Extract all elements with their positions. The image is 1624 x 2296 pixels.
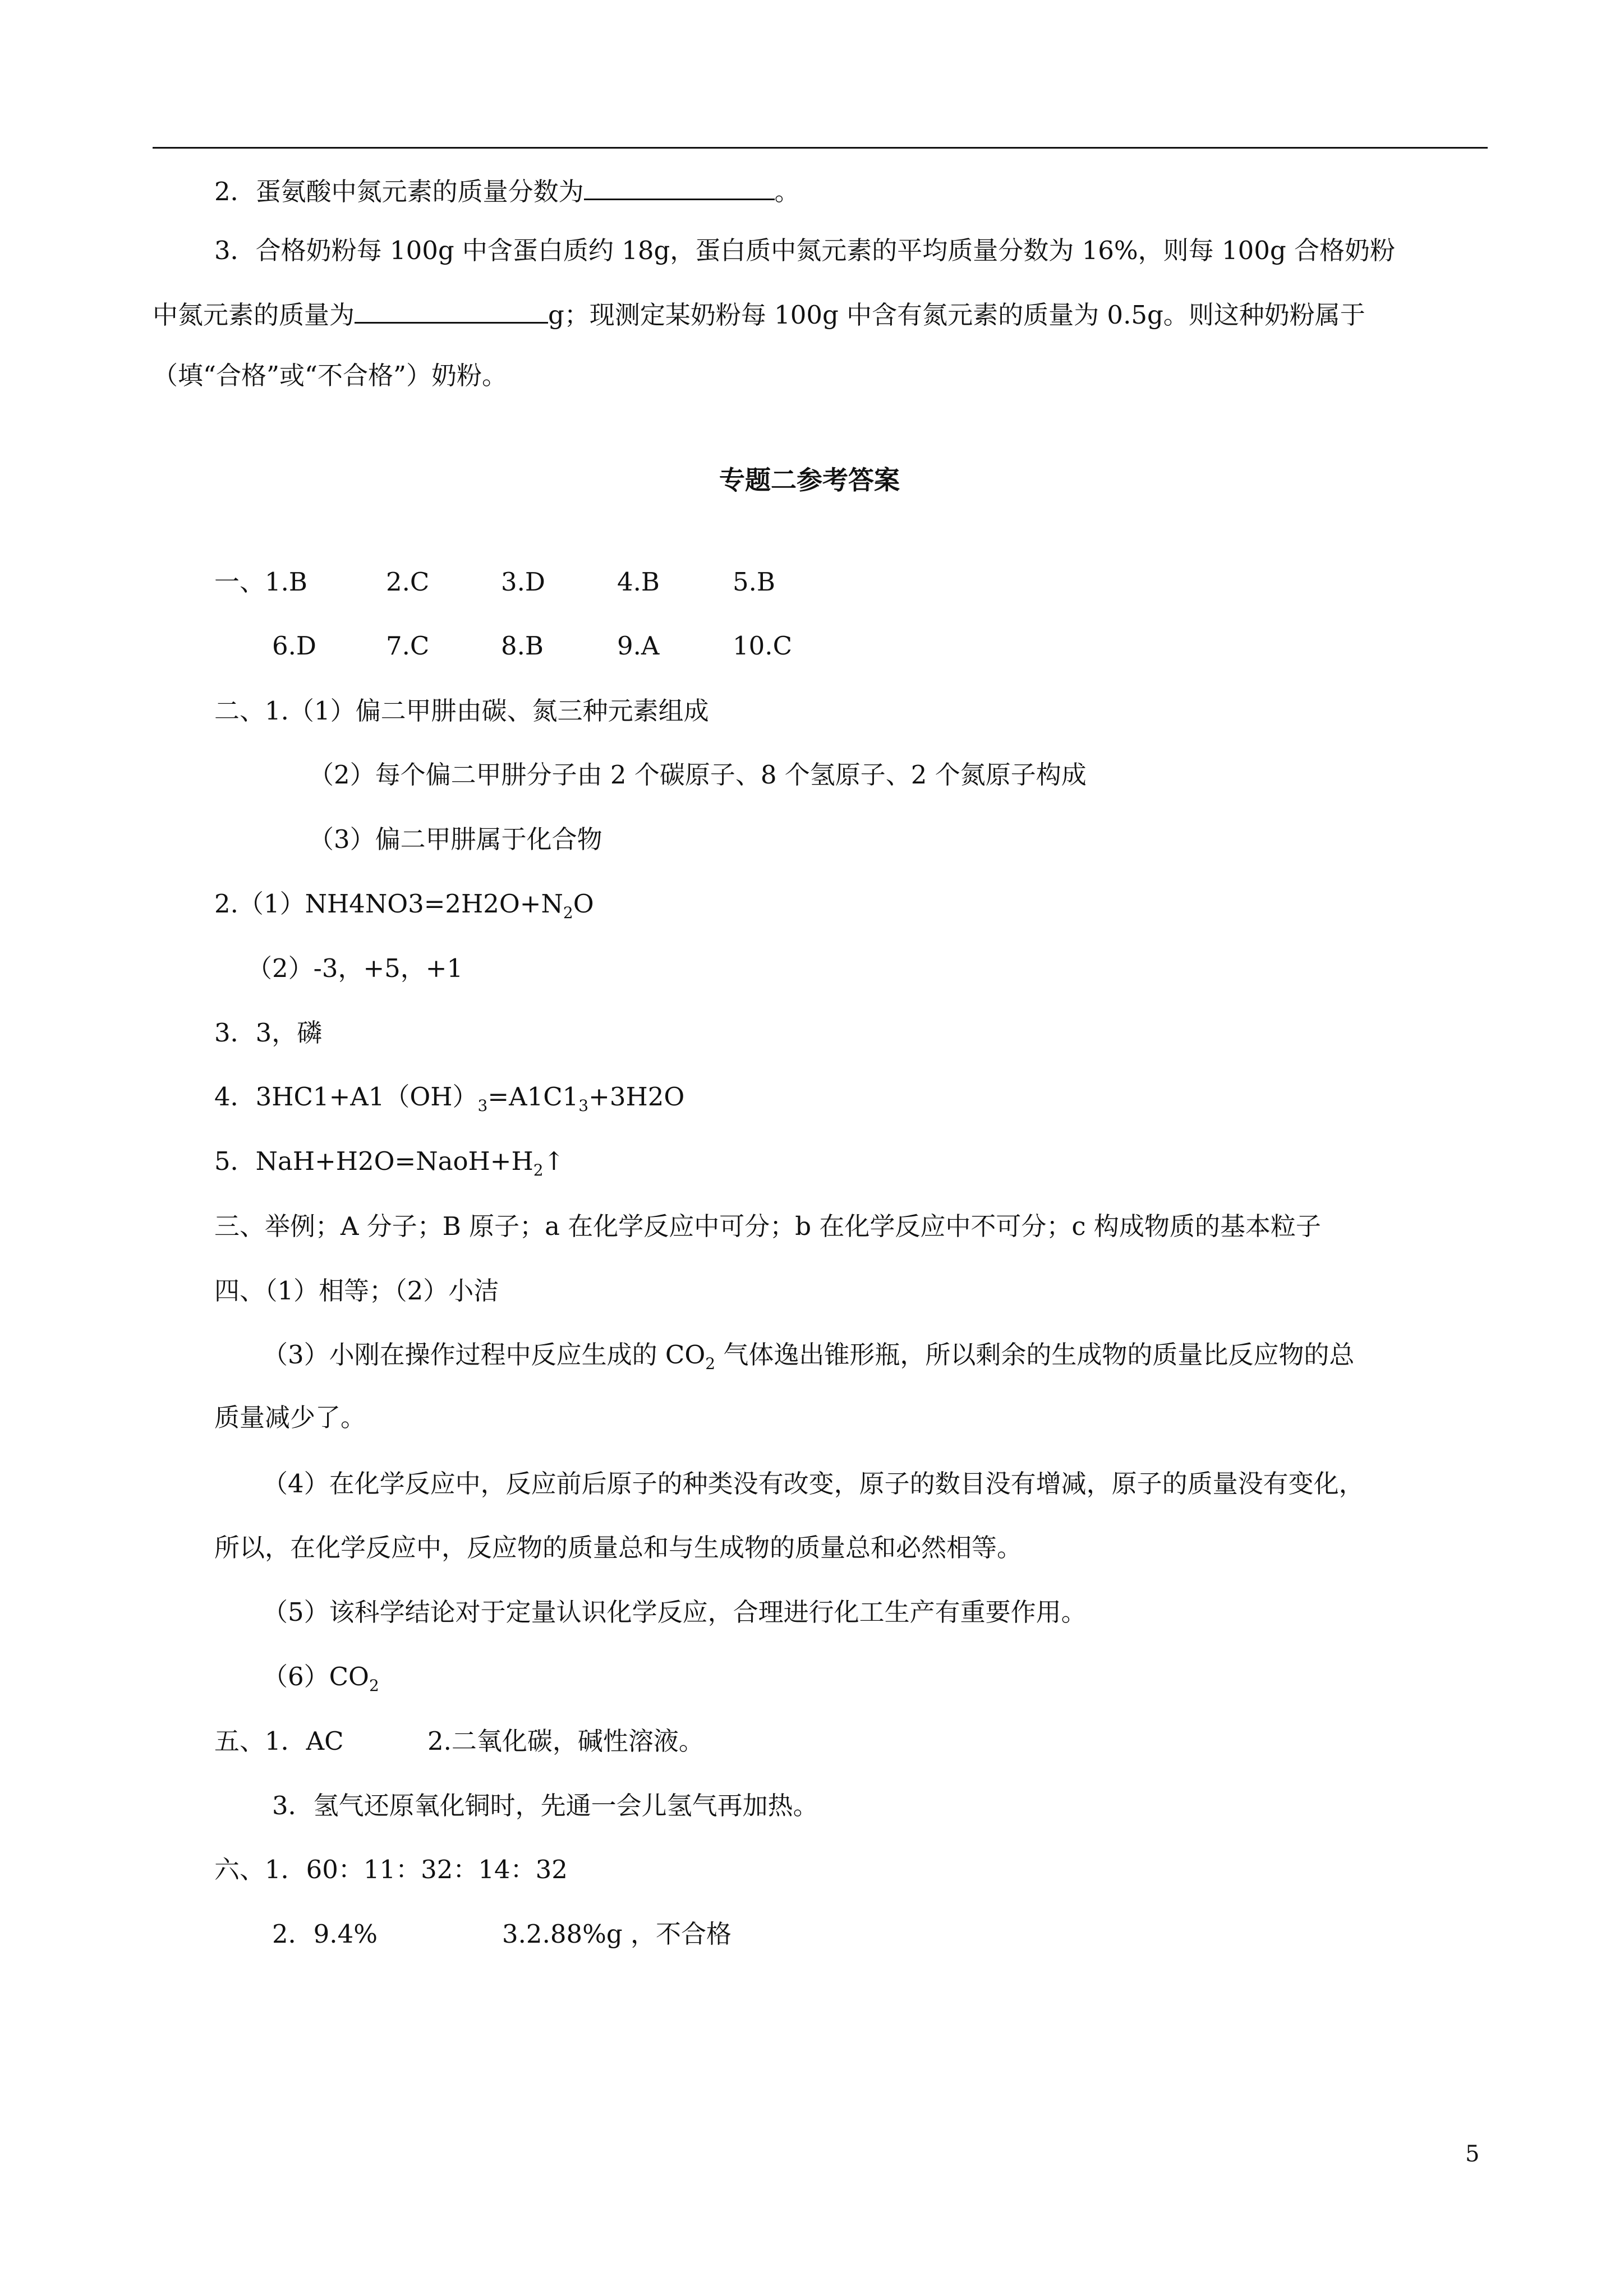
s1-r2-a2: 7.C xyxy=(386,631,430,661)
subscript: 2 xyxy=(533,1161,544,1179)
s2-line-4 xyxy=(214,887,594,921)
s2-line-8 xyxy=(214,1145,564,1178)
formula-text: 4．3HC1+A1（OH） xyxy=(214,1082,478,1112)
s5-line-1a: 五、1．AC xyxy=(214,1726,344,1756)
paragraph-text: 气体逸出锥形瓶，所以剩余的生成物的质量比反应物的总 xyxy=(715,1340,1355,1370)
s1-r2-a4: 9.A xyxy=(617,631,660,661)
formula-text: 5．NaH+H2O=NaoH+H xyxy=(214,1146,533,1176)
question-2-end: 。 xyxy=(774,177,800,206)
s1-r1-a1: 一、1.B xyxy=(214,567,308,597)
question-2-text: 2．蛋氨酸中氮元素的质量分数为 xyxy=(214,177,584,206)
subscript: 3 xyxy=(477,1096,488,1115)
question-3-text-cont: g；现测定某奶粉每 100g 中含有氮元素的质量为 0.5g。则这种奶粉属于 xyxy=(548,300,1365,330)
subscript: 3 xyxy=(578,1096,589,1115)
s5-line-1b: 2.二氧化碳，碱性溶液。 xyxy=(427,1726,704,1756)
s2-line-2: （2）每个偏二甲肼分子由 2 个碳原子、8 个氢原子、2 个氮原子构成 xyxy=(309,760,1087,790)
formula-text: O xyxy=(573,889,594,919)
s1-r1-a2: 2.C xyxy=(386,567,430,597)
s4-line-1: 四、（1）相等；（2）小洁 xyxy=(214,1276,499,1306)
subscript: 2 xyxy=(369,1676,379,1695)
s3-line-1: 三、举例；A 分子；B 原子；a 在化学反应中可分；b 在化学反应中不可分；c 构成物质的基本粒子 xyxy=(214,1211,1321,1241)
s4-line-3: 质量减少了。 xyxy=(214,1403,366,1432)
question-3-text: 中氮元素的质量为 xyxy=(153,300,355,330)
s4-line-5: 所以，在化学反应中，反应物的质量总和与生成物的质量总和必然相等。 xyxy=(214,1533,1023,1562)
s1-r2-a1: 6.D xyxy=(272,631,317,661)
s1-r1-a4: 4.B xyxy=(617,567,660,597)
s6-line-2b: 3.2.88%g ，不合格 xyxy=(502,1919,732,1949)
question-3-line-1: 3．合格奶粉每 100g 中含蛋白质约 18g，蛋白质中氮元素的平均质量分数为 16%，则每 100g 合格奶粉 xyxy=(214,236,1395,265)
s6-line-1: 六、1．60：11：32：14：32 xyxy=(214,1855,568,1884)
answer-blank xyxy=(584,174,775,200)
answers-title: 专题二参考答案 xyxy=(719,465,900,495)
s5-line-2: 3．氢气还原氧化铜时，先通一会儿氢气再加热。 xyxy=(272,1791,818,1820)
s4-line-6: （5）该科学结论对于定量认识化学反应，合理进行化工生产有重要作用。 xyxy=(263,1597,1087,1627)
s1-r1-a3: 3.D xyxy=(501,567,546,597)
answer-blank xyxy=(355,297,548,324)
question-2 xyxy=(214,174,800,209)
up-arrow-symbol: ↑ xyxy=(543,1146,565,1176)
s6-line-2a: 2．9.4% xyxy=(272,1919,378,1949)
formula-text: 2.（1）NH4NO3=2H2O+N xyxy=(214,889,563,919)
header-rule xyxy=(153,147,1488,149)
s4-line-2 xyxy=(263,1338,1354,1372)
subscript: 2 xyxy=(705,1354,716,1373)
formula-text: +3H2O xyxy=(588,1082,685,1112)
question-3-line-2 xyxy=(153,297,1365,332)
s1-r1-a5: 5.B xyxy=(733,567,776,597)
s4-line-4: （4）在化学反应中，反应前后原子的种类没有改变，原子的数目没有增减，原子的质量没有变化， xyxy=(263,1469,1364,1499)
formula-text: =A1C1 xyxy=(487,1082,579,1112)
question-3-line-3: （填“合格”或“不合格”）奶粉。 xyxy=(153,361,508,390)
s2-line-3: （3）偏二甲肼属于化合物 xyxy=(309,824,602,854)
s2-line-5: （2）-3，+5，+1 xyxy=(247,953,463,983)
s2-line-6: 3．3，磷 xyxy=(214,1018,323,1048)
paragraph-text: （6）CO xyxy=(263,1662,369,1691)
s2-line-7 xyxy=(214,1080,684,1114)
subscript: 2 xyxy=(563,903,573,922)
s1-r2-a3: 8.B xyxy=(501,631,544,661)
s4-line-7 xyxy=(263,1660,379,1694)
paragraph-text: （3）小刚在操作过程中反应生成的 CO xyxy=(263,1340,706,1370)
s1-r2-a5: 10.C xyxy=(733,631,792,661)
page-number: 5 xyxy=(1465,2141,1480,2167)
s2-line-1: 二、1.（1）偏二甲肼由碳、氮三种元素组成 xyxy=(214,696,709,726)
